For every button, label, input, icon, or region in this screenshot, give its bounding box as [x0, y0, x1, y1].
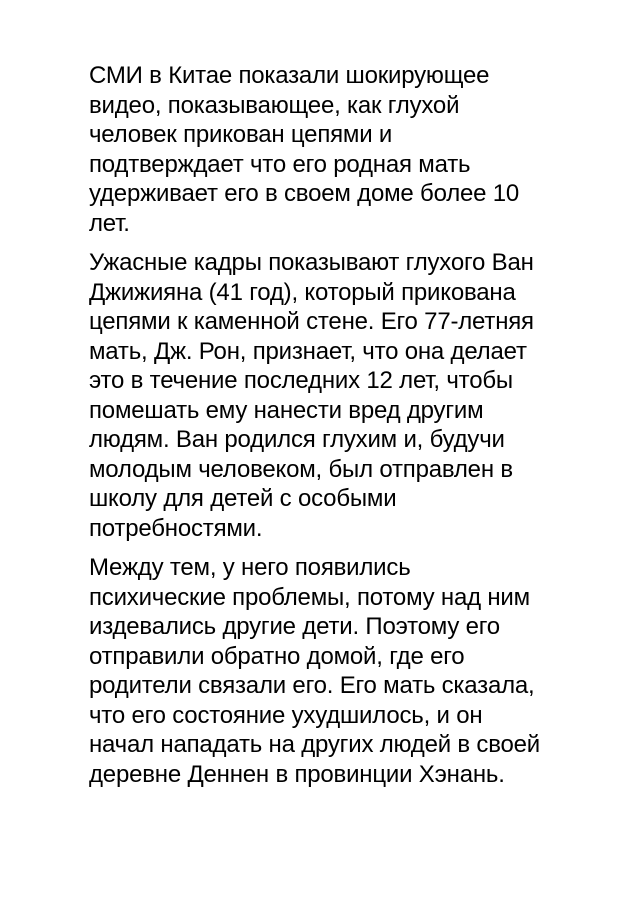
article-body [89, 61, 594, 799]
paragraph-3: Между тем, у него появились психические проблемы, потому над ним издевались другие дети. Поэтому его отправили обратно домой, где его родители связали его. Его мать сказала, что его состояние ухудшилось, и он начал нападать на других людей в своей деревне Деннен в провинции Хэнань. [89, 554, 541, 788]
paragraph-2: Ужасные кадры показывают глухого Ван Джижияна (41 год), который прикована цепями к каменной стене. Его 77-летняя мать, Дж. Рон, признает, что она делает это в течение последних 12 лет, чтобы помешать ему нанести вред другим людям. Ван родился глухим и, будучи молодым человеком, был отправлен в школу для детей с особыми потребностями. [89, 249, 534, 542]
paragraph-1: СМИ в Китае показали шокирующее видео, показывающее, как глухой человек прикован цепями и подтверждает что его родная мать удерживает его в своем доме более 10 лет. [89, 62, 520, 237]
